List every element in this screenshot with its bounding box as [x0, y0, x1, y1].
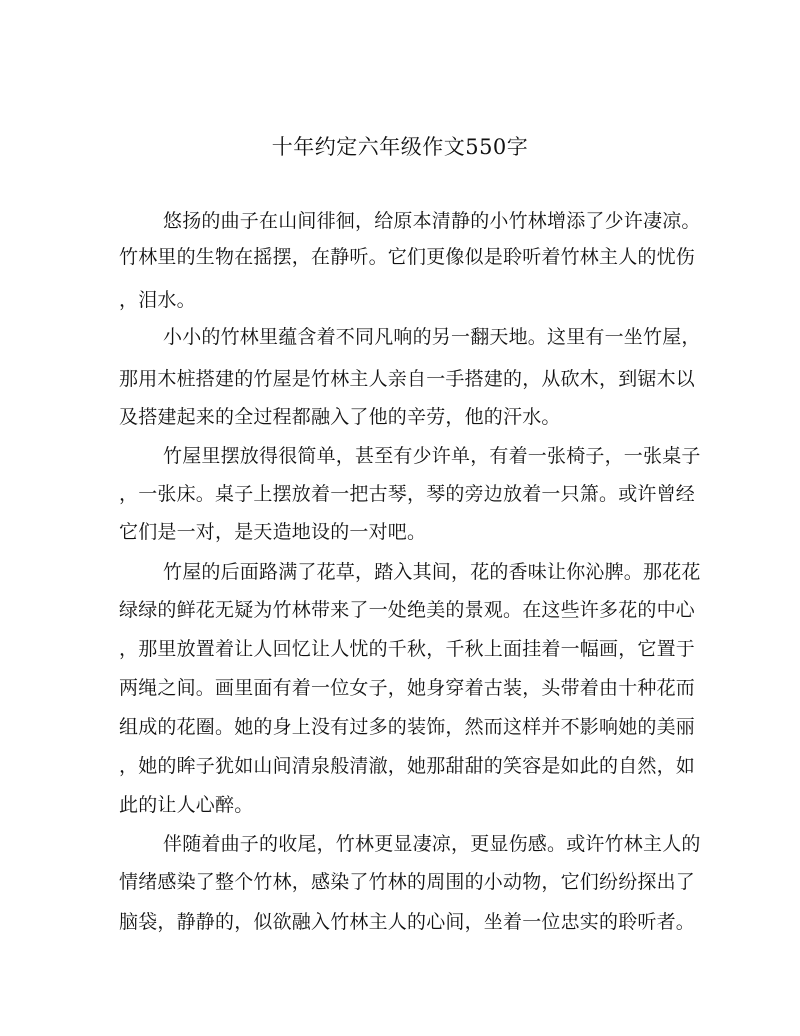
text-line: 竹林里的生物在摇摆，在静听。它们更像似是聆听着竹林主人的忧伤 [119, 246, 696, 268]
text-line: ，一张床。桌子上摆放着一把古琴，琴的旁边放着一只箫。或许曾经 [119, 483, 696, 505]
text-line: 绿绿的鲜花无疑为竹林带来了一处绝美的景观。在这些许多花的中心 [119, 599, 696, 621]
text-line: 组成的花圈。她的身上没有过多的装饰，然而这样并不影响她的美丽 [119, 716, 696, 738]
document-title: 十年约定六年级作文550字 [271, 135, 529, 159]
text-line: 及搭建起来的全过程都融入了他的辛劳，他的汗水。 [119, 406, 561, 428]
text-line: 竹屋的后面路满了花草，踏入其间，花的香味让你沁脾。那花花 [163, 561, 701, 583]
text-line: ，那里放置着让人回忆让人忧的千秋，千秋上面挂着一幅画，它置于 [119, 638, 696, 660]
text-line: ，泪水。 [119, 289, 196, 311]
text-line: 两绳之间。画里面有着一位女子，她身穿着古装，头带着由十种花而 [119, 677, 696, 699]
text-line: ，她的眸子犹如山间清泉般清澈，她那甜甜的笑容是如此的自然，如 [119, 755, 696, 777]
text-line: 悠扬的曲子在山间徘徊，给原本清静的小竹林增添了少许凄凉。 [163, 210, 701, 232]
text-line: 小小的竹林里蕴含着不同凡响的另一翻天地。这里有一坐竹屋， [163, 326, 701, 348]
text-line: 那用木桩搭建的竹屋是竹林主人亲自一手搭建的，从砍木，到锯木以 [119, 368, 696, 390]
text-line: 竹屋里摆放得很简单，甚至有少许单，有着一张椅子，一张桌子 [163, 445, 701, 467]
text-line: 此的让人心醉。 [119, 794, 254, 816]
text-line: 情绪感染了整个竹林，感染了竹林的周围的小动物，它们纷纷探出了 [119, 871, 696, 893]
text-line: 脑袋，静静的，似欲融入竹林主人的心间，坐着一位忠实的聆听者。 [119, 911, 696, 933]
text-line: 伴随着曲子的收尾，竹林更显凄凉，更显伤感。或许竹林主人的 [163, 833, 701, 855]
text-line: 它们是一对，是天造地设的一对吧。 [119, 521, 427, 543]
